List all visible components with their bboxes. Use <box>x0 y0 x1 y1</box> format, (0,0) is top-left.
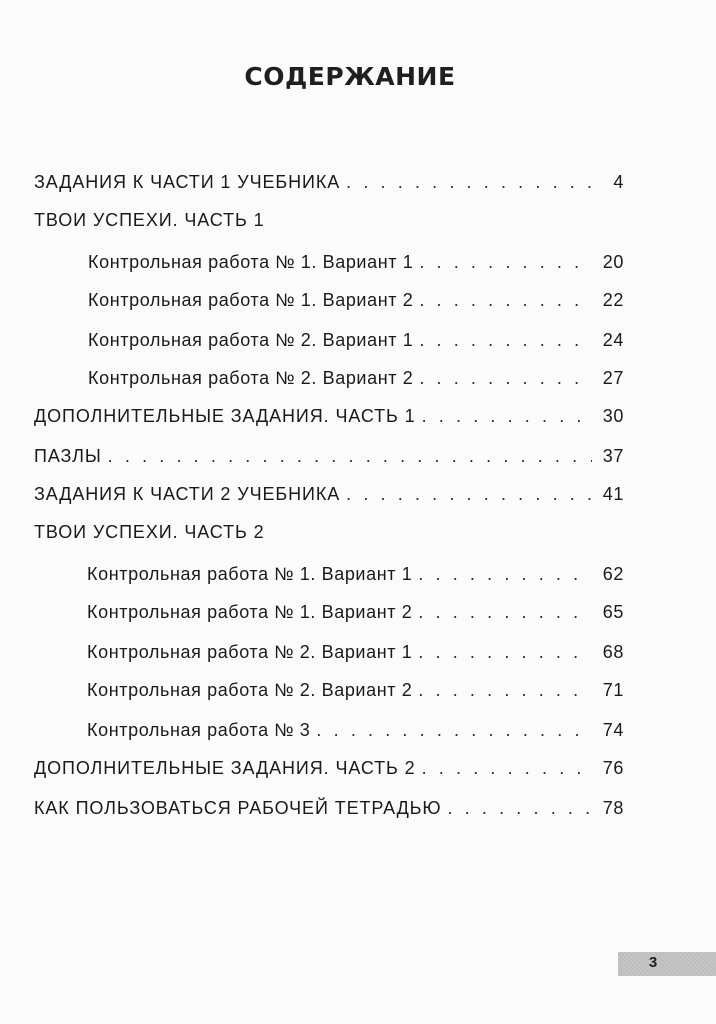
toc-dot-leader <box>422 758 592 779</box>
page-title: СОДЕРЖАНИЕ <box>244 62 456 91</box>
toc-entry-label: Контрольная работа № 2. Вариант 2 <box>87 680 413 700</box>
toc-page-number: 20 <box>602 252 624 272</box>
toc-dot-leader <box>419 368 592 389</box>
toc-dot-leader <box>346 484 592 505</box>
toc-entry[interactable] <box>87 720 624 746</box>
toc-dot-leader <box>418 602 592 623</box>
toc-dot-leader <box>419 252 592 273</box>
toc-entry[interactable] <box>34 172 624 198</box>
toc-entry[interactable] <box>87 680 624 706</box>
toc-entry-label: ПАЗЛЫ <box>34 446 102 466</box>
toc-page-number: 27 <box>602 368 624 388</box>
toc-dot-leader <box>419 290 592 311</box>
toc-entry[interactable] <box>88 290 624 316</box>
toc-entry[interactable] <box>34 758 624 784</box>
toc-page-number: 62 <box>602 564 624 584</box>
toc-entry-label: Контрольная работа № 1. Вариант 1 <box>87 564 413 584</box>
toc-entry-label: ТВОИ УСПЕХИ. ЧАСТЬ 2 <box>34 522 265 542</box>
toc-entry[interactable] <box>34 446 624 472</box>
toc-entry[interactable] <box>87 564 624 590</box>
toc-page-number: 24 <box>602 330 624 350</box>
toc-entry-label: Контрольная работа № 2. Вариант 2 <box>88 368 414 388</box>
toc-section-heading[interactable] <box>34 210 624 236</box>
toc-entry[interactable] <box>88 330 624 356</box>
toc-dot-leader <box>316 720 592 741</box>
toc-section-heading[interactable] <box>34 522 624 548</box>
toc-entry[interactable] <box>87 602 624 628</box>
toc-dot-leader <box>419 330 592 351</box>
toc-entry-label: Контрольная работа № 1. Вариант 2 <box>88 290 414 310</box>
toc-entry-label: ДОПОЛНИТЕЛЬНЫЕ ЗАДАНИЯ. ЧАСТЬ 1 <box>34 406 416 426</box>
toc-entry-label: ДОПОЛНИТЕЛЬНЫЕ ЗАДАНИЯ. ЧАСТЬ 2 <box>34 758 416 778</box>
toc-page-number: 65 <box>602 602 624 622</box>
toc-entry-label: Контрольная работа № 2. Вариант 1 <box>87 642 413 662</box>
toc-entry[interactable] <box>34 484 624 510</box>
toc-page-number: 76 <box>602 758 624 778</box>
toc-entry[interactable] <box>87 642 624 668</box>
page-number: 3 <box>648 954 658 971</box>
toc-dot-leader <box>418 680 592 701</box>
toc-entry-label: Контрольная работа № 1. Вариант 1 <box>88 252 414 272</box>
toc-page-number: 78 <box>602 798 624 818</box>
toc-entry-label: Контрольная работа № 3 <box>87 720 311 740</box>
toc-dot-leader <box>422 406 592 427</box>
toc-dot-leader <box>447 798 592 819</box>
toc-entry-label: Контрольная работа № 2. Вариант 1 <box>88 330 414 350</box>
toc-entry[interactable] <box>34 406 624 432</box>
toc-page-number: 4 <box>613 172 624 192</box>
toc-page-number: 71 <box>602 680 624 700</box>
toc-entry[interactable] <box>88 252 624 278</box>
toc-page-number: 37 <box>602 446 624 466</box>
toc-dot-leader <box>418 642 592 663</box>
toc-entry-label: ЗАДАНИЯ К ЧАСТИ 1 УЧЕБНИКА <box>34 172 341 192</box>
toc-entry[interactable] <box>88 368 624 394</box>
toc-page-number: 68 <box>602 642 624 662</box>
page-number-tab <box>618 952 716 976</box>
toc-entry-label: ТВОИ УСПЕХИ. ЧАСТЬ 1 <box>34 210 265 230</box>
toc-entry-label: Контрольная работа № 1. Вариант 2 <box>87 602 413 622</box>
toc-page-number: 41 <box>602 484 624 504</box>
toc-page-number: 30 <box>602 406 624 426</box>
toc-entry[interactable] <box>34 798 624 824</box>
toc-dot-leader <box>346 172 592 193</box>
toc-page-number: 74 <box>602 720 624 740</box>
toc-entry-label: ЗАДАНИЯ К ЧАСТИ 2 УЧЕБНИКА <box>34 484 341 504</box>
toc-page-number: 22 <box>602 290 624 310</box>
toc-entry-label: КАК ПОЛЬЗОВАТЬСЯ РАБОЧЕЙ ТЕТРАДЬЮ <box>34 798 442 818</box>
toc-dot-leader <box>108 446 592 467</box>
toc-dot-leader <box>418 564 592 585</box>
